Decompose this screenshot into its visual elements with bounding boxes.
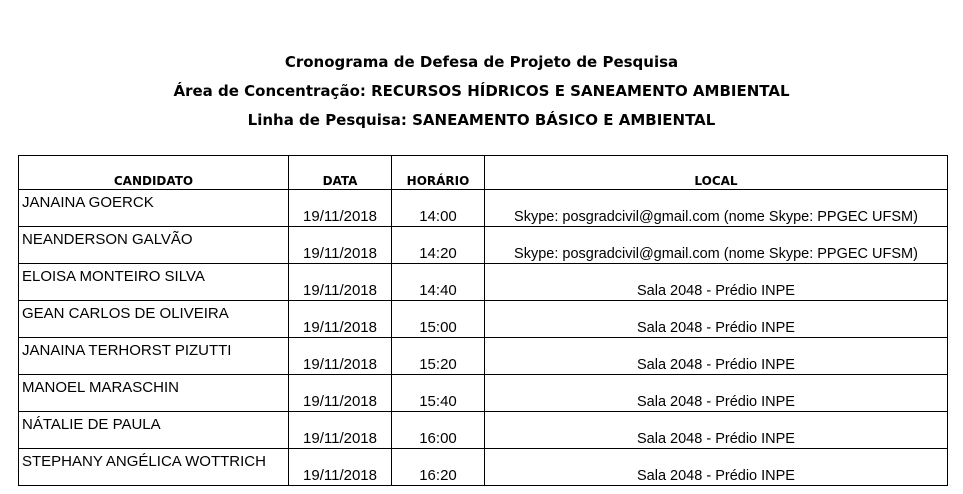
table-row (19, 375, 948, 412)
cell-local: Sala 2048 - Prédio INPE (485, 375, 948, 412)
cell-horario: 15:00 (392, 301, 485, 338)
document-header (0, 48, 963, 135)
column-header-horario: HORÁRIO (392, 156, 485, 190)
cell-horario: 15:40 (392, 375, 485, 412)
cell-local: Sala 2048 - Prédio INPE (485, 449, 948, 486)
column-header-candidato: CANDIDATO (19, 156, 289, 190)
cell-local: Sala 2048 - Prédio INPE (485, 338, 948, 375)
cell-horario: 14:40 (392, 264, 485, 301)
cell-horario: 16:00 (392, 412, 485, 449)
table-row (19, 449, 948, 486)
column-header-data: DATA (289, 156, 392, 190)
table-row (19, 264, 948, 301)
table-row (19, 412, 948, 449)
cell-candidato: ELOISA MONTEIRO SILVA (19, 264, 289, 301)
cell-local: Skype: posgradcivil@gmail.com (nome Skype: PPGEC UFSM) (485, 227, 948, 264)
cell-candidato: NÁTALIE DE PAULA (19, 412, 289, 449)
cell-data: 19/11/2018 (289, 449, 392, 486)
cell-horario: 14:20 (392, 227, 485, 264)
cell-data: 19/11/2018 (289, 375, 392, 412)
cell-horario: 14:00 (392, 190, 485, 227)
cell-horario: 16:20 (392, 449, 485, 486)
research-line: Linha de Pesquisa: SANEAMENTO BÁSICO E AMBIENTAL (247, 111, 716, 129)
table-row (19, 301, 948, 338)
cell-data: 19/11/2018 (289, 301, 392, 338)
cell-candidato: GEAN CARLOS DE OLIVEIRA (19, 301, 289, 338)
cell-candidato: STEPHANY ANGÉLICA WOTTRICH (19, 449, 289, 486)
cell-local: Sala 2048 - Prédio INPE (485, 412, 948, 449)
document-title: Cronograma de Defesa de Projeto de Pesquisa (284, 53, 679, 71)
cell-data: 19/11/2018 (289, 338, 392, 375)
column-header-local: LOCAL (485, 156, 948, 190)
cell-data: 19/11/2018 (289, 190, 392, 227)
cell-local: Sala 2048 - Prédio INPE (485, 264, 948, 301)
concentration-area: Área de Concentração: RECURSOS HÍDRICOS E SANEAMENTO AMBIENTAL (173, 82, 790, 100)
cell-data: 19/11/2018 (289, 264, 392, 301)
cell-local: Skype: posgradcivil@gmail.com (nome Skype: PPGEC UFSM) (485, 190, 948, 227)
cell-candidato: JANAINA TERHORST PIZUTTI (19, 338, 289, 375)
table-row (19, 338, 948, 375)
cell-candidato: MANOEL MARASCHIN (19, 375, 289, 412)
cell-candidato: JANAINA GOERCK (19, 190, 289, 227)
table-row (19, 227, 948, 264)
cell-local: Sala 2048 - Prédio INPE (485, 301, 948, 338)
table-header-row (19, 156, 948, 190)
cell-candidato: NEANDERSON GALVÃO (19, 227, 289, 264)
table-row (19, 190, 948, 227)
schedule-table (18, 155, 948, 486)
cell-data: 19/11/2018 (289, 412, 392, 449)
cell-horario: 15:20 (392, 338, 485, 375)
cell-data: 19/11/2018 (289, 227, 392, 264)
